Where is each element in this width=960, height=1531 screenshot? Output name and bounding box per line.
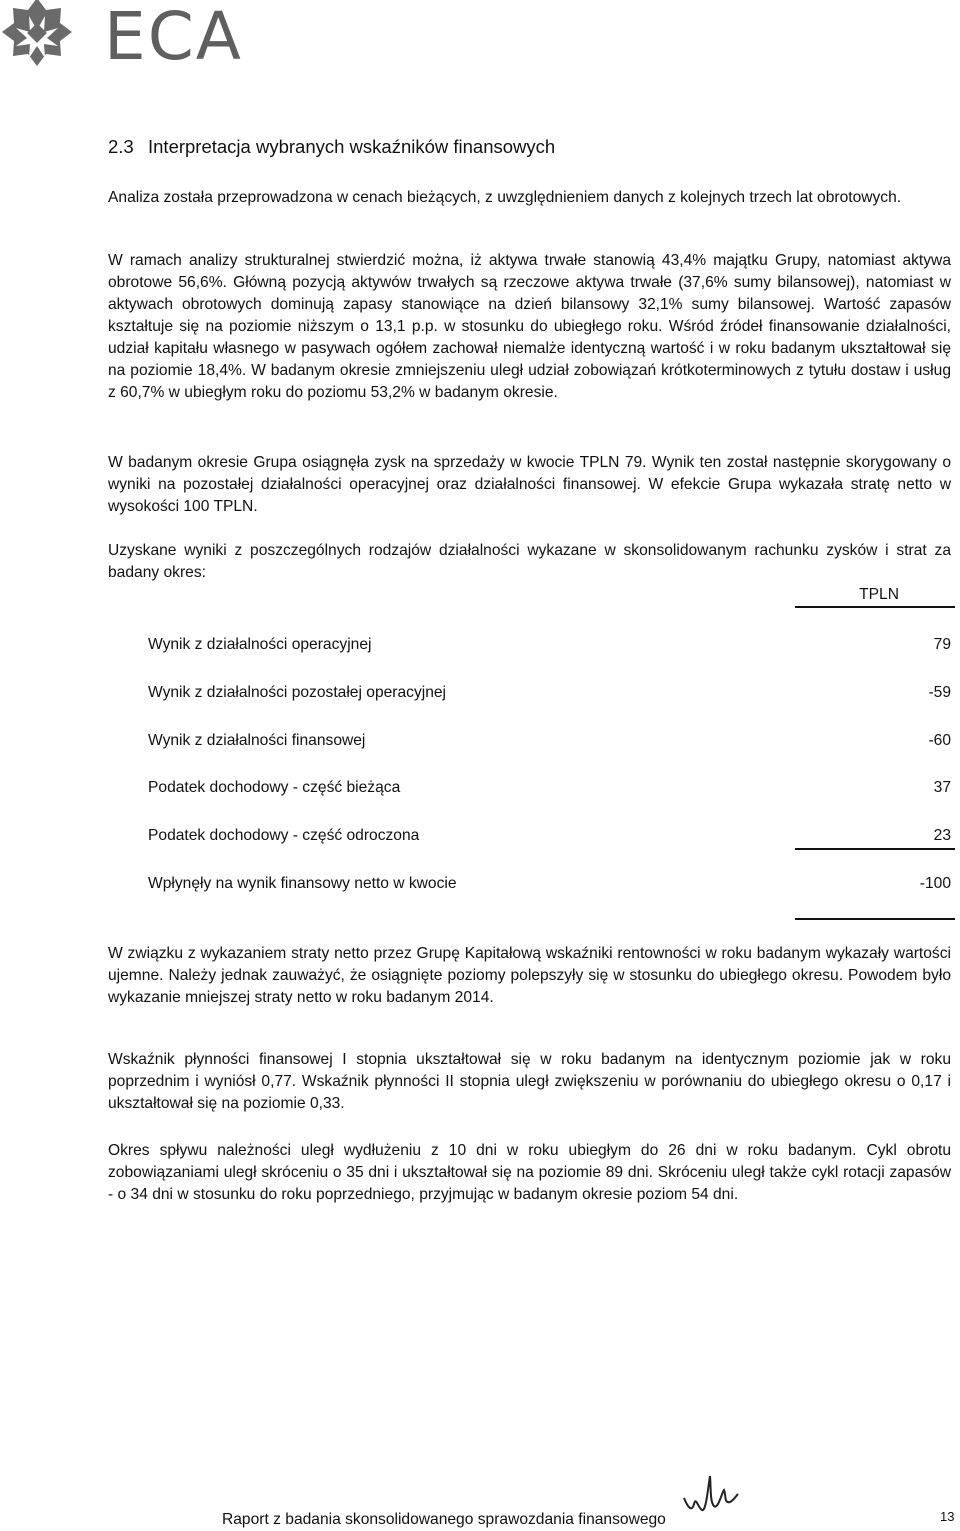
row-label: Wynik z działalności operacyjnej	[148, 636, 372, 653]
company-logo	[0, 0, 260, 80]
row-value: -60	[928, 732, 951, 749]
section-heading	[108, 135, 555, 159]
paragraph-results-intro: Uzyskane wyniki z poszczególnych rodzajów działalności wykazane w skonsolidowanym rachunku zysków i strat za badany okres:	[108, 542, 951, 581]
star-logo-icon	[0, 0, 100, 80]
row-value: -59	[928, 684, 951, 701]
row-value: -100	[919, 875, 951, 892]
row-label: Podatek dochodowy - część odroczona	[148, 827, 420, 844]
row-value: 79	[933, 636, 951, 653]
footer-text: Raport z badania skonsolidowanego sprawozdania finansowego	[222, 1511, 666, 1528]
page-number: 13	[940, 1509, 955, 1524]
section-title: Interpretacja wybranych wskaźników finansowych	[148, 136, 556, 157]
unit-underline	[795, 606, 955, 608]
row-label: Wynik z działalności pozostałej operacyjnej	[148, 684, 447, 701]
paragraph-profitability: W związku z wykazaniem straty netto przez Grupę Kapitałową wskaźniki rentowności w roku badanym wykazały wartości ujemne. Należy jednak zauważyć, że osiągnięte poziomy polepszyły się w stosunku do ubiegłego okresu. Powodem było wykazanie mniejszej straty netto w roku badanym 2014.	[108, 945, 951, 1006]
paragraph-structure: W ramach analizy strukturalnej stwierdzić można, iż aktywa trwałe stanowią 43,4% majątku Grupy, natomiast aktywa obrotowe 56,6%. Główną pozycją aktywów trwałych są rzeczowe aktywa trwałe (37,6% sumy bilansowej), natomiast w aktywach obrotowych dominują zapasy stanowiące na dzień bilansowy 32,1% sumy bilansowej. Wartość zapasów kształtuje się na poziomie niższym o 13,1 p.p. w stosunku do ubiegłego roku. Wśród źródeł finansowanie działalności, udział kapitału własnego w pasywach ogółem zachował niemalże identyczną wartość i w roku badanym ukształtował się na poziomie 18,4%. W badanym okresie zmniejszeniu uległ udział zobowiązań krótkoterminowych z tytułu dostaw i usług z 60,7% w ubiegłym roku do poziomu 53,2% w badanym okresie.	[108, 252, 951, 401]
row-value: 23	[933, 827, 951, 844]
row-value: 37	[933, 779, 951, 796]
row-label: Wynik z działalności finansowej	[148, 732, 366, 749]
table-row	[148, 730, 951, 752]
row-label: Podatek dochodowy - część bieżąca	[148, 779, 401, 796]
paragraph-turnover: Okres spływu należności uległ wydłużeniu z 10 dni w roku ubiegłym do 26 dni w roku badanym. Cykl obrotu zobowiązaniami uległ skróceniu o 35 dni i ukształtował się na poziomie 89 dni. Skróceniu uległ także cykl rotacji zapasów - o 34 dni w stosunku do roku poprzedniego, przyjmując w badanym okresie poziom 54 dni.	[108, 1142, 951, 1203]
paragraph-intro: Analiza została przeprowadzona w cenach bieżących, z uwzględnieniem danych z kolejnych trzech lat obrotowych.	[108, 189, 902, 206]
subtotal-line	[795, 848, 955, 850]
table-row	[148, 682, 951, 704]
table-row	[148, 825, 951, 847]
logo-wordmark: ECA	[104, 0, 243, 75]
table-row	[148, 634, 951, 656]
unit-label: TPLN	[859, 586, 899, 603]
signature-icon	[680, 1468, 740, 1518]
paragraph-profit: W badanym okresie Grupa osiągnęła zysk na sprzedaży w kwocie TPLN 79. Wynik ten został następnie skorygowany o wyniki na pozostałej działalności operacyjnej oraz działalności finansowej. W efekcie Grupa wykazała stratę netto w wysokości 100 TPLN.	[108, 454, 951, 515]
section-number: 2.3	[108, 136, 134, 157]
row-label: Wpłynęły na wynik finansowy netto w kwocie	[148, 875, 457, 892]
paragraph-liquidity: Wskaźnik płynności finansowej I stopnia ukształtował się w roku badanym na identycznym poziomie jak w roku poprzednim i wyniósł 0,77. Wskaźnik płynności II stopnia uległ zwiększeniu w porównaniu do ubiegłego okresu o 0,17 i ukształtował się na poziomie 0,33.	[108, 1051, 951, 1112]
table-row	[148, 777, 951, 799]
table-row-total	[148, 873, 951, 895]
total-line	[795, 918, 955, 920]
